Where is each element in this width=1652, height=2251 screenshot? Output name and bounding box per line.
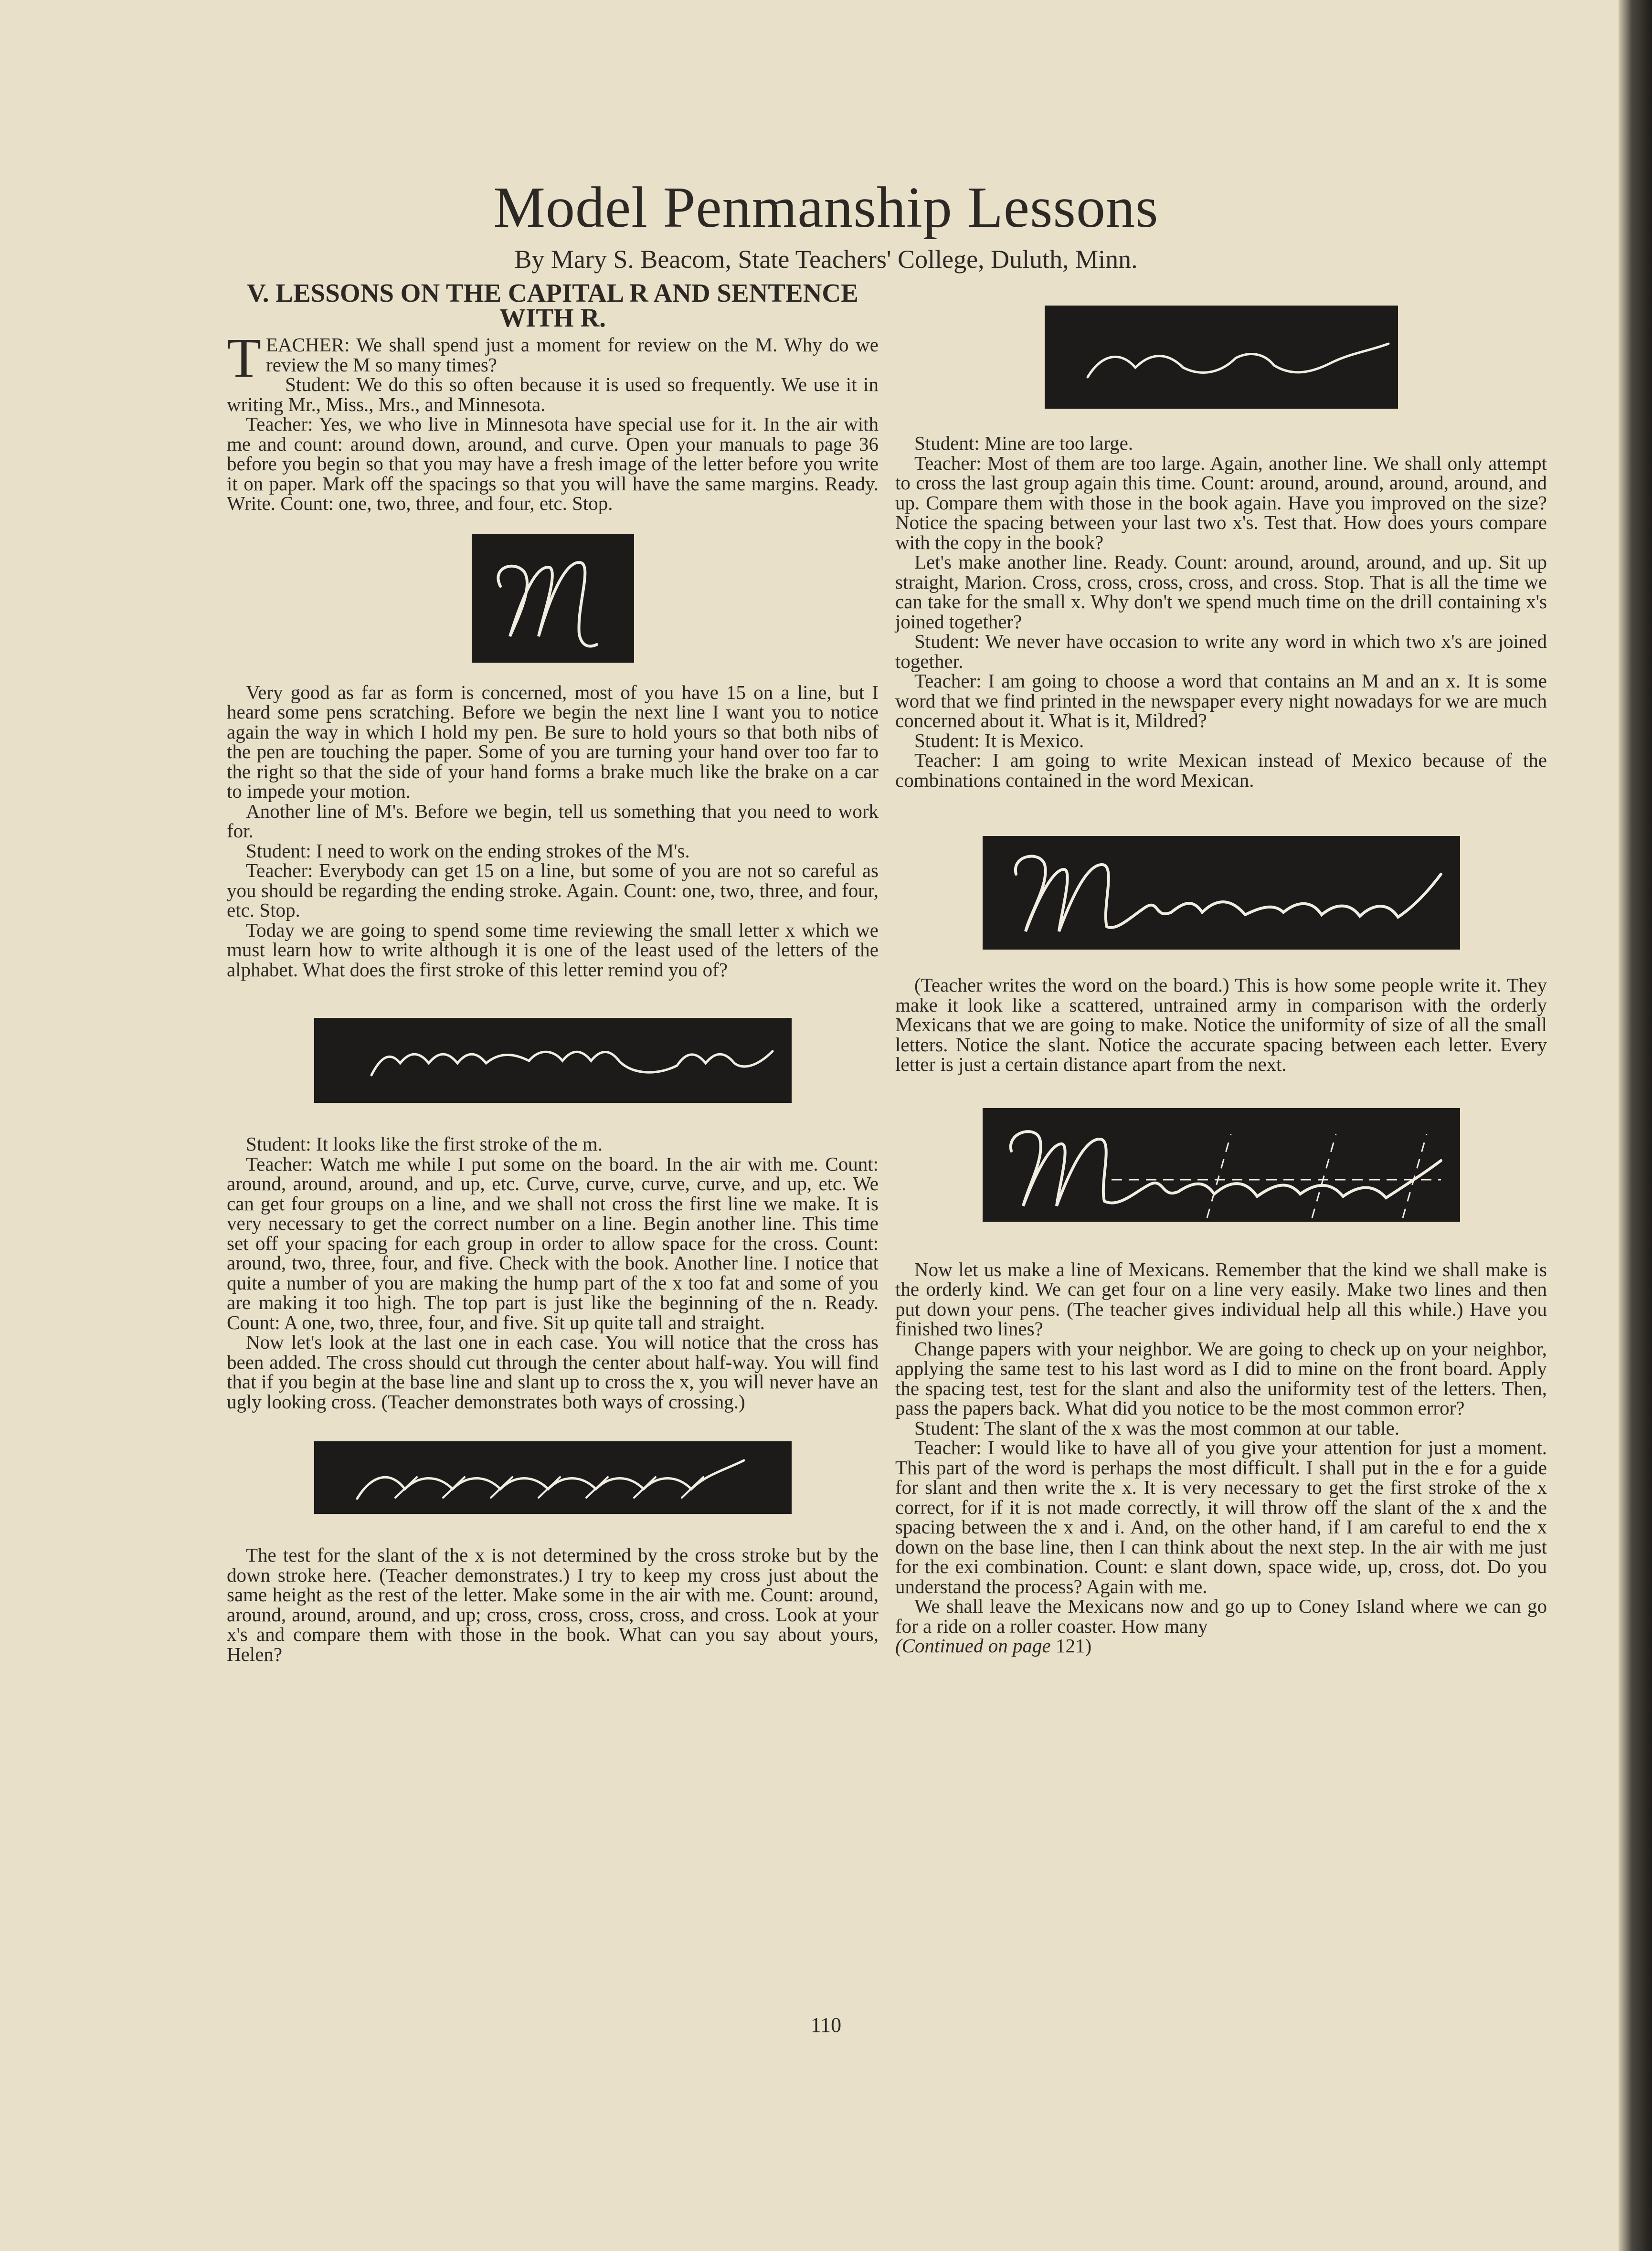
paragraph: Teacher: I am going to choose a word that contains an M and an x. It is some word that we find printed in the newspaper every night nowadays for we are much concerned about it. What is it, Mildred? [895, 670, 1547, 731]
paragraph: Now let us make a line of Mexicans. Remember that the kind we shall make is the orderly kind. We can get four on a line very easily. Make two lines and then put down your pens. (The teacher gives individual help all this while.) Have you finished two lines? [895, 1258, 1547, 1340]
paragraph: We shall leave the Mexicans now and go up to Coney Island where we can go for a ride on a roller coaster. How many [895, 1595, 1547, 1637]
small-x-drawing [1045, 306, 1398, 409]
paragraph: Student: I need to work on the ending strokes of the M's. [246, 839, 690, 862]
mexicans-scattered-drawing [983, 836, 1460, 950]
drop-cap: T [227, 327, 262, 389]
paragraph: Today we are going to spend some time reviewing the small letter x which we must learn how to write although it is one of the least used of the letters of the alphabet. What does the first stroke of this letter remind you of? [227, 919, 879, 981]
x-drill-drawing [314, 1441, 792, 1514]
cursive-m-drawing [472, 534, 634, 663]
page-number: 110 [810, 2013, 842, 2037]
paragraph: Teacher: Most of them are too large. Again, another line. We shall only attempt to cross the last group again this time. Count: around, around, around, around, and up. Compare them with those in the book again. Have you improved on the size? Notice the spacing between your last two x's. Test that. How does yours compare with the copy in the book? [895, 452, 1547, 553]
m-drill-drawing [314, 1018, 792, 1103]
paragraph: Another line of M's. Before we begin, tell us something that you need to work for. [227, 800, 879, 842]
paragraph: Let's make another line. Ready. Count: around, around, around, and up. Sit up straight, Marion. Cross, cross, cross, cross, and cross. Stop. That is all the time we can take for the small x. Why don't we spend much time on the drill containing x's joined together? [895, 551, 1547, 633]
article-byline: By Mary S. Beacom, State Teachers' College, Duluth, Minn. [514, 245, 1138, 274]
mexicans-ruled-drawing [983, 1108, 1460, 1222]
paragraph: Very good as far as form is concerned, most of you have 15 on a line, but I heard some pens scratching. Before we begin the next line I want you to notice again the way in which I hold my pen. Be sure to hold yours so that both nibs of the pen are touching the paper. Some of you are turning your hand over too far to the right so that the side of your hand forms a brake much like the brake on a car to impede your motion. [227, 681, 879, 802]
paragraph: TEACHER: We shall spend just a moment for review on the M. Why do we review the M so many times? [227, 327, 879, 389]
paragraph: Change papers with your neighbor. We are going to check up on your neighbor, applying the same test to his last word as I did to mine on the front board. Apply the spacing test, test for the slant and also the uniformity test of the letters. Then, pass the papers back. What did you notice to be the most common error? [895, 1337, 1547, 1419]
paragraph: Teacher: Watch me while I put some on the board. In the air with me. Count: around, around, around, and up, etc. Curve, curve, curve, curve, and up, etc. We can get four groups on a line, and we shall not cross the first line we make. It is very necessary to get the correct number on a line. Begin another line. This time set off your spacing for each group in order to allow space for the cross. Count: around, two, three, four, and five. Check with the book. Another line. I notice that quite a number of you are making the hump part of the x too fat and some of you are making it too high. The top part is just like the beginning of the n. Ready. Count: A one, two, three, four, and five. Sit up quite tall and straight. [227, 1152, 879, 1333]
paragraph: Teacher: I would like to have all of you give your attention for just a moment. This part of the word is perhaps the most difficult. I shall put in the e for a guide for slant and then write the x. It is very necessary to get the first stroke of the x correct, for if it is not made correctly, it will throw off the slant of the x and the spacing between the x and i. And, on the other hand, if I am careful to end the x down on the base line, then I can think about the next step. In the air with me just for the exi combination. Count: e slant down, space wide, up, cross, dot. Do you understand the process? Again with me. [895, 1437, 1547, 1597]
page-binding-shadow [1619, 0, 1652, 2251]
paragraph: Teacher: Yes, we who live in Minnesota have special use for it. In the air with me and count: around down, around, and curve. Open your manuals to page 36 before you begin so that you may have a fresh image of the letter before you write it on paper. Mark off the spacings so that you will have the same margins. Ready. Write. Count: one, two, three, and four, etc. Stop. [227, 413, 879, 514]
paragraph: Teacher: I am going to write Mexican instead of Mexico because of the combinations contained in the word Mexican. [895, 749, 1547, 791]
continued-note: (Continued on page 121) [895, 1635, 1092, 1657]
penmanship-plate-m-drill [314, 1018, 792, 1103]
paragraph: The test for the slant of the x is not determined by the cross stroke but by the down stroke here. (Teacher demonstrates.) I try to keep my cross just about the same height as the rest of the letter. Make some in the air with me. Count: around, around, around, around, and up; cross, cross, cross, cross, and cross. Look at your x's and compare them with those in the book. What can you say about yours, Helen? [227, 1544, 879, 1665]
paragraph: Student: The slant of the x was the most common at our table. [914, 1416, 1400, 1439]
penmanship-plate-capital-m [472, 534, 634, 663]
penmanship-plate-small-x [1045, 306, 1398, 409]
penmanship-plate-mexicans-scattered [983, 836, 1460, 950]
penmanship-plate-x-drill [314, 1441, 792, 1514]
section-heading: V. LESSONS ON THE CAPITAL R AND SENTENCE WITH R. [247, 278, 858, 332]
paragraph: Now let's look at the last one in each case. You will notice that the cross has been added. The cross should cut through the center about half-way. You will find that if you begin at the base line and slant up to cross the x, you will never have an ugly looking cross. (Teacher demonstrates both ways of crossing.) [227, 1331, 879, 1413]
right-column [895, 306, 1547, 1656]
paragraph: Teacher: Everybody can get 15 on a line, but some of you are not so careful as you should be regarding the ending stroke. Again. Count: one, two, three, and four, etc. Stop. [227, 859, 879, 921]
paragraph: (Teacher writes the word on the board.) This is how some people write it. They make it look like a scattered, untrained army in comparison with the orderly Mexicans that we are going to make. Notice the uniformity of size of all the small letters. Notice the slant. Notice the accurate spacing between each letter. Every letter is just a certain distance apart from the next. [895, 974, 1547, 1075]
paragraph: Student: We never have occasion to write any word in which two x's are joined together. [895, 630, 1547, 672]
penmanship-plate-mexicans-ruled [983, 1108, 1460, 1222]
paragraph: Student: Mine are too large. [914, 432, 1133, 454]
paragraph: Student: It looks like the first stroke of the m. [246, 1133, 603, 1155]
article-title: Model Penmanship Lessons [493, 175, 1159, 240]
paragraph: Student: It is Mexico. [914, 729, 1084, 751]
left-column [227, 277, 879, 1664]
paragraph: Student: We do this so often because it is used so frequently. We use it in writing Mr., Miss., Mrs., and Minnesota. [227, 373, 879, 415]
